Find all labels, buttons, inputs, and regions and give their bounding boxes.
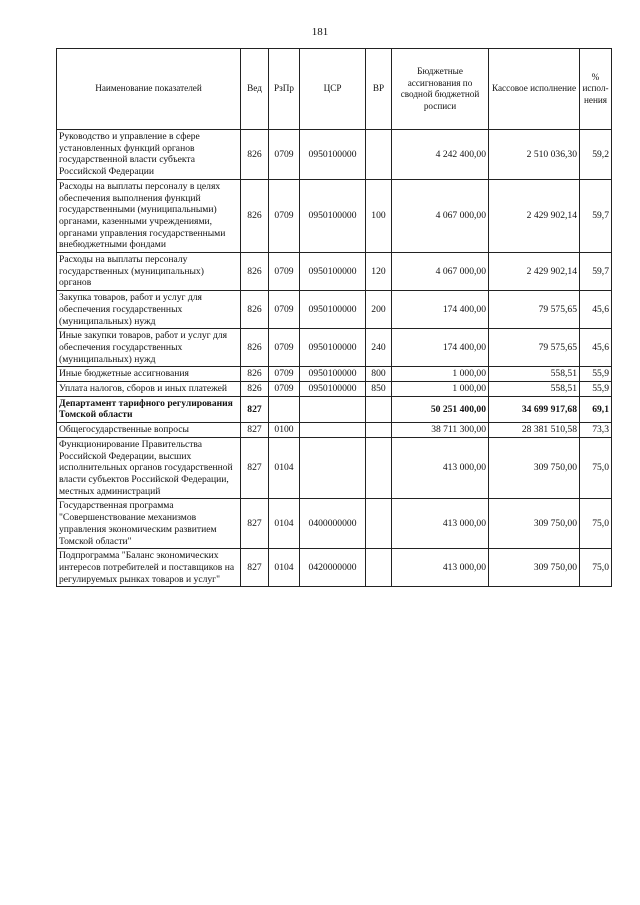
ved-cell: 827 bbox=[241, 549, 269, 587]
table-row bbox=[57, 396, 612, 422]
csr-cell bbox=[300, 396, 366, 422]
page-number: 181 bbox=[311, 26, 329, 38]
name-cell: Иные закупки товаров, работ и услуг для обеспечения государственных (муниципальных) нужд bbox=[57, 329, 241, 367]
csr-cell: 0950100000 bbox=[300, 291, 366, 329]
header-name: Наименование показателей bbox=[57, 49, 241, 130]
header-csr: ЦСР bbox=[300, 49, 366, 130]
cash-cell: 34 699 917,68 bbox=[489, 396, 580, 422]
cash-cell: 28 381 510,58 bbox=[489, 423, 580, 438]
table-row bbox=[57, 291, 612, 329]
cash-cell: 309 750,00 bbox=[489, 549, 580, 587]
csr-cell: 0950100000 bbox=[300, 367, 366, 382]
header-rzpr: РзПр bbox=[269, 49, 300, 130]
allocations-cell: 413 000,00 bbox=[392, 549, 489, 587]
percent-cell: 69,1 bbox=[580, 396, 612, 422]
vr-cell bbox=[366, 549, 392, 587]
rzpr-cell: 0709 bbox=[269, 130, 300, 180]
rzpr-cell: 0104 bbox=[269, 499, 300, 549]
ved-cell: 826 bbox=[241, 179, 269, 252]
vr-cell: 240 bbox=[366, 329, 392, 367]
cash-cell: 79 575,65 bbox=[489, 329, 580, 367]
vr-cell: 120 bbox=[366, 253, 392, 291]
name-cell: Государственная программа "Совершенствование механизмов управления экономическим развитием Томской области" bbox=[57, 499, 241, 549]
table-row bbox=[57, 367, 612, 382]
ved-cell: 826 bbox=[241, 382, 269, 397]
vr-cell: 800 bbox=[366, 367, 392, 382]
percent-cell: 73,3 bbox=[580, 423, 612, 438]
percent-cell: 59,2 bbox=[580, 130, 612, 180]
ved-cell: 827 bbox=[241, 499, 269, 549]
rzpr-cell: 0709 bbox=[269, 179, 300, 252]
cash-cell: 558,51 bbox=[489, 382, 580, 397]
table-row bbox=[57, 179, 612, 252]
cash-cell: 2 429 902,14 bbox=[489, 179, 580, 252]
ved-cell: 826 bbox=[241, 367, 269, 382]
allocations-cell: 413 000,00 bbox=[392, 499, 489, 549]
name-cell: Руководство и управление в сфере установленных функций органов государственной власти субъекта Российской Федерации bbox=[57, 130, 241, 180]
name-cell: Подпрограмма "Баланс экономических интересов потребителей и поставщиков на регулируемых рынках товаров и услуг" bbox=[57, 549, 241, 587]
csr-cell: 0950100000 bbox=[300, 253, 366, 291]
header-cash: Кассовое исполнение bbox=[489, 49, 580, 130]
csr-cell: 0950100000 bbox=[300, 130, 366, 180]
rzpr-cell: 0709 bbox=[269, 329, 300, 367]
table-row bbox=[57, 423, 612, 438]
header-row bbox=[57, 49, 612, 130]
rzpr-cell bbox=[269, 396, 300, 422]
rzpr-cell: 0104 bbox=[269, 549, 300, 587]
rzpr-cell: 0709 bbox=[269, 382, 300, 397]
percent-cell: 59,7 bbox=[580, 253, 612, 291]
percent-cell: 55,9 bbox=[580, 367, 612, 382]
header-percent: % испол-нения bbox=[580, 49, 612, 130]
vr-cell: 100 bbox=[366, 179, 392, 252]
ved-cell: 827 bbox=[241, 437, 269, 499]
percent-cell: 55,9 bbox=[580, 382, 612, 397]
table-row bbox=[57, 329, 612, 367]
allocations-cell: 174 400,00 bbox=[392, 329, 489, 367]
header-ved: Вед bbox=[241, 49, 269, 130]
percent-cell: 45,6 bbox=[580, 329, 612, 367]
vr-cell bbox=[366, 396, 392, 422]
vr-cell bbox=[366, 437, 392, 499]
csr-cell bbox=[300, 423, 366, 438]
name-cell: Общегосударственные вопросы bbox=[57, 423, 241, 438]
name-cell: Иные бюджетные ассигнования bbox=[57, 367, 241, 382]
name-cell: Расходы на выплаты персоналу государственных (муниципальных) органов bbox=[57, 253, 241, 291]
table-row bbox=[57, 253, 612, 291]
cash-cell: 309 750,00 bbox=[489, 499, 580, 549]
percent-cell: 75,0 bbox=[580, 549, 612, 587]
percent-cell: 45,6 bbox=[580, 291, 612, 329]
cash-cell: 2 510 036,30 bbox=[489, 130, 580, 180]
csr-cell: 0420000000 bbox=[300, 549, 366, 587]
ved-cell: 826 bbox=[241, 329, 269, 367]
rzpr-cell: 0104 bbox=[269, 437, 300, 499]
name-cell: Функционирование Правительства Российской Федерации, высших исполнительных органов государственной власти субъектов Российской Федерации, местных администраций bbox=[57, 437, 241, 499]
percent-cell: 75,0 bbox=[580, 437, 612, 499]
name-cell: Закупка товаров, работ и услуг для обеспечения государственных (муниципальных) нужд bbox=[57, 291, 241, 329]
header-vr: ВР bbox=[366, 49, 392, 130]
rzpr-cell: 0709 bbox=[269, 367, 300, 382]
allocations-cell: 1 000,00 bbox=[392, 382, 489, 397]
allocations-cell: 4 067 000,00 bbox=[392, 179, 489, 252]
csr-cell bbox=[300, 437, 366, 499]
allocations-cell: 413 000,00 bbox=[392, 437, 489, 499]
table-row bbox=[57, 130, 612, 180]
table-row bbox=[57, 499, 612, 549]
header-allocations: Бюджетные ассигнования по сводной бюджетной росписи bbox=[392, 49, 489, 130]
rzpr-cell: 0709 bbox=[269, 291, 300, 329]
allocations-cell: 4 242 400,00 bbox=[392, 130, 489, 180]
allocations-cell: 4 067 000,00 bbox=[392, 253, 489, 291]
allocations-cell: 50 251 400,00 bbox=[392, 396, 489, 422]
vr-cell bbox=[366, 130, 392, 180]
percent-cell: 75,0 bbox=[580, 499, 612, 549]
name-cell: Расходы на выплаты персоналу в целях обеспечения выполнения функций государственными (муниципальными) органами, казенными учреждениями, органами управления государственными внебюджетными фондами bbox=[57, 179, 241, 252]
ved-cell: 826 bbox=[241, 291, 269, 329]
rzpr-cell: 0709 bbox=[269, 253, 300, 291]
vr-cell: 200 bbox=[366, 291, 392, 329]
allocations-cell: 174 400,00 bbox=[392, 291, 489, 329]
name-cell: Уплата налогов, сборов и иных платежей bbox=[57, 382, 241, 397]
cash-cell: 558,51 bbox=[489, 367, 580, 382]
vr-cell bbox=[366, 423, 392, 438]
csr-cell: 0400000000 bbox=[300, 499, 366, 549]
vr-cell bbox=[366, 499, 392, 549]
cash-cell: 2 429 902,14 bbox=[489, 253, 580, 291]
name-cell: Департамент тарифного регулирования Томской области bbox=[57, 396, 241, 422]
ved-cell: 827 bbox=[241, 423, 269, 438]
allocations-cell: 1 000,00 bbox=[392, 367, 489, 382]
table-row bbox=[57, 382, 612, 397]
ved-cell: 826 bbox=[241, 253, 269, 291]
table-row bbox=[57, 437, 612, 499]
vr-cell: 850 bbox=[366, 382, 392, 397]
table-row bbox=[57, 549, 612, 587]
rzpr-cell: 0100 bbox=[269, 423, 300, 438]
ved-cell: 827 bbox=[241, 396, 269, 422]
allocations-cell: 38 711 300,00 bbox=[392, 423, 489, 438]
csr-cell: 0950100000 bbox=[300, 329, 366, 367]
csr-cell: 0950100000 bbox=[300, 382, 366, 397]
budget-execution-table bbox=[56, 48, 612, 587]
percent-cell: 59,7 bbox=[580, 179, 612, 252]
cash-cell: 309 750,00 bbox=[489, 437, 580, 499]
cash-cell: 79 575,65 bbox=[489, 291, 580, 329]
ved-cell: 826 bbox=[241, 130, 269, 180]
csr-cell: 0950100000 bbox=[300, 179, 366, 252]
